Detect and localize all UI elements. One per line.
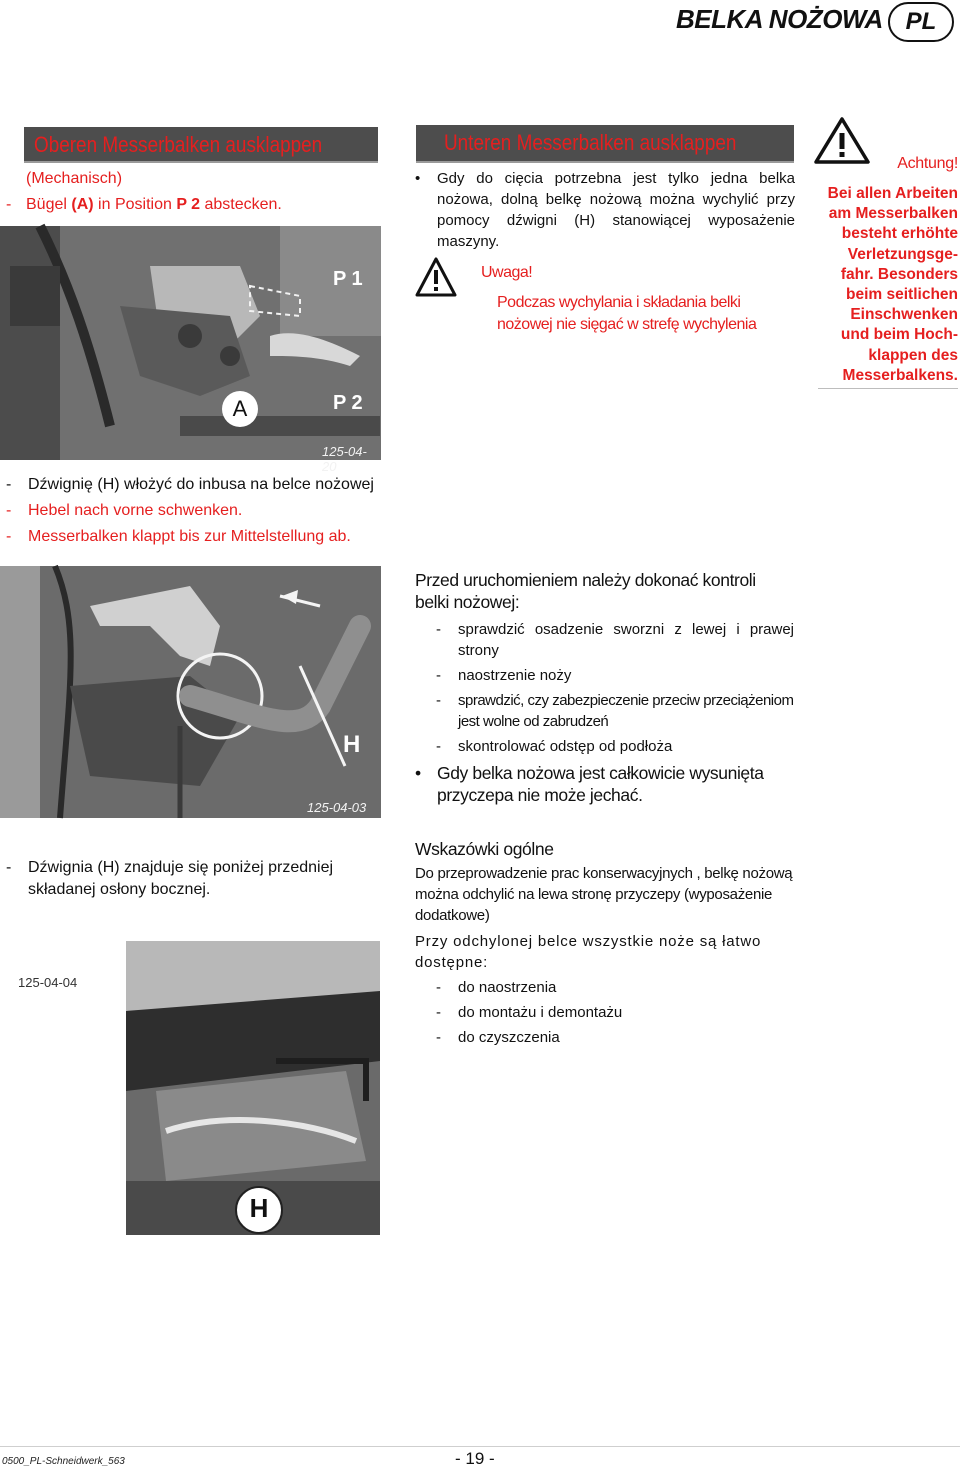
steps-list: [6, 474, 386, 548]
list-item: - do czyszczenia: [436, 1027, 796, 1048]
general-text-1: Do przeprowadzenie prac konserwacyjnych , belkę nożową można odchylić na lewa stronę przyczepy (wyposażenie dodatkowe): [415, 865, 793, 924]
photo-lever-h: [0, 566, 381, 818]
list-item: - Dźwignię (H) włożyć do inbusa na belce nożowej: [6, 474, 386, 496]
bullet-lower-cutterbar: • Gdy do cięcia potrzebna jest tylko jedna belka nożowa, dolną belkę nożową można wychylić przy pomocy dźwigni (H) stanowiącej wyposażenie maszyny.: [415, 170, 795, 250]
photo-caption: 125-04-04: [18, 975, 78, 990]
list-item: - sprawdzić, czy zabezpieczenie przeciw przeciążeniom jest wolne od zabrudzeń: [436, 690, 794, 732]
label-h: H: [249, 1193, 269, 1223]
photo-bracket-positions: [0, 226, 381, 474]
label-h: H: [343, 731, 361, 758]
general-title: Wskazówki ogólne: [415, 839, 554, 859]
list-item: - Messerbalken klappt bis zur Mittelstellung ab.: [6, 526, 386, 548]
subheading-mechanical: (Mechanisch): [26, 170, 123, 187]
list-item: - sprawdzić osadzenie sworzni z lewej i prawej strony: [436, 619, 794, 661]
warning-title: Uwaga!: [481, 264, 533, 281]
check-bullet: • Gdy belka nożowa jest całkowicie wysunięta przyczepa nie może jechać.: [415, 763, 764, 805]
list-item: - Hebel nach vorne schwenken.: [6, 500, 386, 522]
list-item: - do montażu i demontażu: [436, 1002, 796, 1023]
warning-triangle-icon: [414, 256, 458, 300]
achtung-title: Achtung!: [897, 155, 958, 172]
page-title: BELKA NOŻOWA: [676, 4, 883, 34]
photo-caption: 125-04-20: [322, 444, 367, 474]
general-list: [436, 977, 796, 1048]
footer-divider: [0, 1446, 960, 1447]
page-number: - 19 -: [455, 1449, 495, 1468]
check-list: [436, 619, 794, 757]
footer-code: 0500_PL-Schneidwerk_563: [2, 1456, 125, 1467]
general-text-2: Przy odchylonej belce wszystkie noże są łatwo dostępne:: [415, 933, 762, 971]
check-title: Przed uruchomieniem należy dokonać kontroli belki nożowej:: [415, 570, 756, 612]
label-a: A: [222, 391, 258, 427]
list-item: - skontrolować odstęp od podłoża: [436, 736, 794, 757]
achtung-underline: [818, 388, 958, 389]
step-bracket-position: - Bügel (A) in Position P 2 abstecken.: [6, 196, 282, 213]
photo-caption: 125-04-03: [307, 800, 367, 815]
language-badge: PL: [888, 2, 954, 42]
photo-lever-storage: [126, 941, 380, 1235]
list-item: - naostrzenie noży: [436, 665, 794, 686]
lever-location-note: - Dźwignia (H) znajduje się poniżej przedniej składanej osłony bocznej.: [6, 857, 384, 901]
heading-upper-cutterbar: Oberen Messerbalken ausklappen: [24, 127, 378, 163]
heading-lower-cutterbar: Unteren Messerbalken ausklappen: [416, 125, 794, 163]
list-item: - do naostrzenia: [436, 977, 796, 998]
achtung-box: Bei allen Arbeiten am Messerbalken besteht erhöhte Verletzungsge- fahr. Besonders beim seitlichen Einschwenken und beim Hoch- klappen des Messerbalkens.: [827, 185, 958, 384]
label-p2: P 2: [333, 392, 363, 414]
label-p1: P 1: [333, 268, 363, 290]
warning-text: Podczas wychylania i składania belki nożowej nie sięgać w strefę wychylenia: [497, 294, 757, 333]
